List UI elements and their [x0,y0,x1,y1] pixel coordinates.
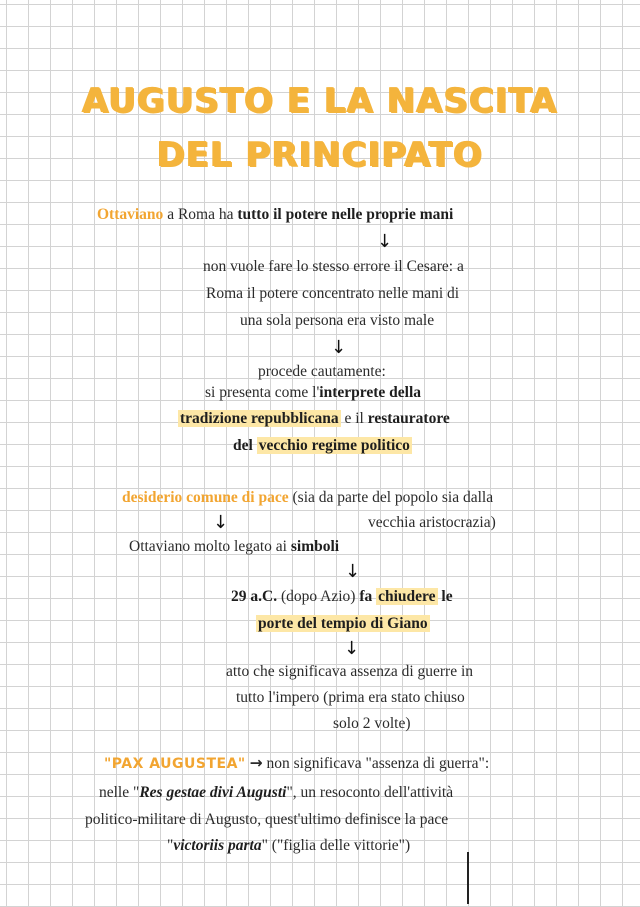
keyword-vecchio-regime: vecchio regime politico [258,437,410,454]
keyword-interprete: interprete della [319,384,422,401]
page-title-line1: AUGUSTO E LA NASCITA [82,81,558,121]
keyword-ottaviano: Ottaviano [97,206,164,223]
keyword-pax-augustea: "PAX AUGUSTEA" [104,756,246,772]
interprete-line: si presenta come l'interprete della [205,384,422,401]
keyword-tradizione: tradizione repubblicana [180,410,339,427]
down-arrow-icon: ↓ [377,231,393,252]
victoriis-line: "victoriis parta" ("figlia delle vittorie") [167,837,411,854]
vecchio-regime-line: del vecchio regime politico [233,437,410,454]
desiderio-line: desiderio comune di pace (sia da parte del popolo sia dalla [122,489,494,506]
down-arrow-icon: ↓ [331,337,347,358]
text-line: Roma il potere concentrato nelle mani di [206,285,460,302]
down-arrow-icon: ↓ [345,561,361,582]
text-line: solo 2 volte) [333,715,411,732]
vertical-line-mark [467,852,469,904]
text-line: tutto l'impero (prima era stato chiuso [236,689,465,706]
simboli-line: Ottaviano molto legato ai simboli [129,538,340,555]
keyword-tutto-potere: tutto il potere nelle proprie mani [237,206,454,223]
tradizione-line: tradizione repubblicana e il restauratore [180,410,450,427]
text-line: atto che significava assenza di guerre in [226,663,474,680]
keyword-chiudere: chiudere [378,588,436,605]
keyword-desiderio: desiderio comune di pace [122,489,289,506]
down-arrow-icon: ↓ [344,638,360,659]
keyword-simboli: simboli [290,538,340,555]
keyword-porte-giano: porte del tempio di Giano [258,615,428,632]
keyword-victoriis-parta: victoriis parta [173,837,262,854]
keyword-date: 29 a.C. [231,588,278,605]
right-arrow-icon: → [249,754,263,772]
giano-line [256,614,430,634]
text-line: vecchia aristocrazia) [368,514,496,531]
keyword-res-gestae: Res gestae divi Augusti [139,784,287,801]
text-line: non vuole fare lo stesso errore il Cesare: a [203,258,464,275]
down-arrow-icon: ↓ [213,512,229,533]
res-gestae-line: nelle "Res gestae divi Augusti", un resoconto dell'attività [99,784,454,801]
ottaviano-line: Ottaviano a Roma ha tutto il potere nelle proprie mani [97,206,454,223]
text-line: una sola persona era visto male [240,312,435,329]
text-line: procede cautamente: [258,363,386,380]
text-line: politico-militare di Augusto, quest'ultimo definisce la pace [85,811,449,828]
azio-line: 29 a.C. (dopo Azio) fa chiudere le [231,588,453,605]
pax-augustea-line: "PAX AUGUSTEA" → non significava "assenza di guerra": [104,754,490,772]
keyword-restauratore: restauratore [367,410,450,427]
page-title-line2: DEL PRINCIPATO [156,135,484,175]
